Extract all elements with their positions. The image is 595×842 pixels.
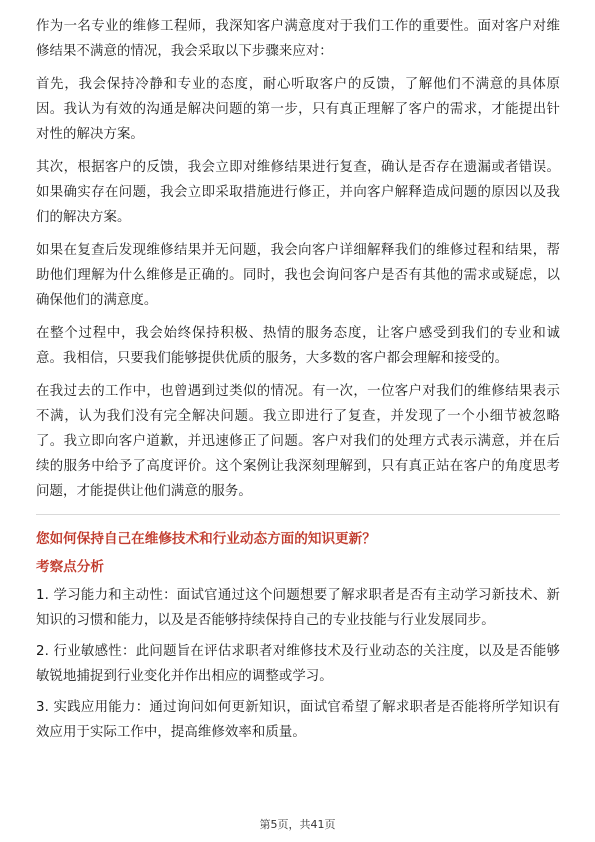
answer-paragraph: 如果在复查后发现维修结果并无问题，我会向客户详细解释我们的维修过程和结果，帮助他们理解为什么维修是正确的。同时，我也会询问客户是否有其他的需求或疑虑，以确保他们的满意度。	[36, 243, 560, 308]
analysis-points	[36, 583, 560, 745]
analysis-title: 考察点分析	[36, 559, 104, 575]
page-content	[36, 14, 560, 751]
answer-paragraph: 其次，根据客户的反馈，我会立即对维修结果进行复查，确认是否存在遗漏或者错误。如果确实存在问题，我会立即采取措施进行修正，并向客户解释造成问题的原因以及我们的解决方案。	[36, 160, 560, 225]
answer-paragraph: 在我过去的工作中，也曾遇到过类似的情况。有一次，一位客户对我们的维修结果表示不满，认为我们没有完全解决问题。我立即进行了复查，并发现了一个小细节被忽略了。我立即向客户道歉，并迅速修正了问题。客户对我们的处理方式表示满意，并在后续的服务中给予了高度评价。这个案例让我深刻理解到，只有真正站在客户的角度思考问题，才能提供让他们满意的服务。	[36, 384, 560, 499]
question-heading: 您如何保持自己在维修技术和行业动态方面的知识更新？	[36, 531, 376, 547]
page-number: 第5页，共41页	[259, 818, 336, 831]
section-divider	[36, 514, 560, 515]
answer-paragraph: 在整个过程中，我会始终保持积极、热情的服务态度，让客户感受到我们的专业和诚意。我相信，只要我们能够提供优质的服务，大多数的客户都会理解和接受的。	[36, 326, 560, 366]
analysis-point: 2. 行业敏感性：此问题旨在评估求职者对维修技术及行业动态的关注度，以及是否能够敏锐地捕捉到行业变化并作出相应的调整或学习。	[36, 644, 560, 684]
analysis-point: 3. 实践应用能力：通过询问如何更新知识，面试官希望了解求职者是否能将所学知识有效应用于实际工作中，提高维修效率和质量。	[36, 700, 560, 740]
answer-section	[36, 14, 560, 504]
analysis-point: 1. 学习能力和主动性：面试官通过这个问题想要了解求职者是否有主动学习新技术、新知识的习惯和能力，以及是否能够持续保持自己的专业技能与行业发展同步。	[36, 588, 560, 628]
answer-paragraph: 首先，我会保持冷静和专业的态度，耐心听取客户的反馈，了解他们不满意的具体原因。我认为有效的沟通是解决问题的第一步，只有真正理解了客户的需求，才能提出针对性的解决方案。	[36, 77, 560, 142]
answer-paragraph: 作为一名专业的维修工程师，我深知客户满意度对于我们工作的重要性。面对客户对维修结果不满意的情况，我会采取以下步骤来应对：	[36, 19, 560, 59]
